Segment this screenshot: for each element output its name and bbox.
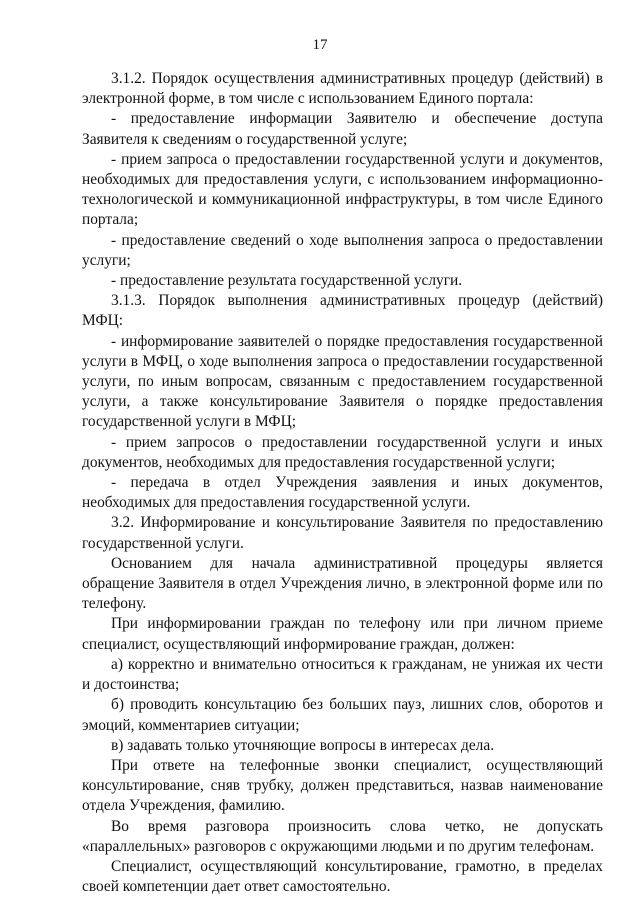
document-body [82,69,603,897]
paragraph: - предоставление сведений о ходе выполнения запроса о предоставлении услуги; [82,231,603,269]
paragraph: 3.2. Информирование и консультирование Заявителя по предоставлению государственной услуги. [82,514,603,552]
paragraph: - информирование заявителей о порядке предоставления государственной услуги в МФЦ, о ходе выполнения запроса о предоставлении государственной услуги, по иным вопросам, связанным с предоставлением государственной услуги, а также консультирование Заявителя о порядке предоставления государственной услуги в МФЦ; [82,332,603,431]
paragraph: 3.1.3. Порядок выполнения административных процедур (действий) МФЦ: [82,292,603,330]
paragraph: Основанием для начала административной процедуры является обращение Заявителя в отдел Учреждения лично, в электронной форме или по телефону. [82,554,603,613]
paragraph: - прием запросов о предоставлении государственной услуги и иных документов, необходимых для предоставления государственной услуги; [82,433,603,471]
paragraph: в) задавать только уточняющие вопросы в интересах дела. [111,736,495,754]
paragraph: - прием запроса о предоставлении государственной услуги и документов, необходимых для предоставления услуги, с использованием информационно-технологической и коммуникационной инфраструктуры, в том числе Единого портала; [82,150,603,229]
paragraph: - предоставление результата государственной услуги. [111,272,463,290]
paragraph: - предоставление информации Заявителю и обеспечение доступа Заявителя к сведениям о государственной услуге; [82,110,603,148]
paragraph: б) проводить консультацию без больших пауз, лишних слов, оборотов и эмоций, комментариев ситуации; [82,696,603,734]
page-number: 17 [312,37,328,53]
paragraph: При информировании граждан по телефону или при личном приеме специалист, осуществляющий информирование граждан, должен: [82,615,603,653]
paragraph: Специалист, осуществляющий консультирование, грамотно, в пределах своей компетенции дает ответ самостоятельно. [82,857,603,896]
paragraph: - передача в отдел Учреждения заявления и иных документов, необходимых для предоставления государственной услуги. [82,474,603,512]
paragraph: а) корректно и внимательно относиться к гражданам, не унижая их чести и достоинства; [82,655,603,694]
paragraph: При ответе на телефонные звонки специалист, осуществляющий консультирование, сняв трубку, должен представиться, назвав наименование отдела Учреждения, фамилию. [82,756,603,815]
paragraph: 3.1.2. Порядок осуществления административных процедур (действий) в электронной форме, в том числе с использованием Единого портала: [82,70,603,108]
paragraph: Во время разговора произносить слова четко, не допускать «параллельных» разговоров с окружающими людьми и по другим телефонам. [82,817,603,855]
